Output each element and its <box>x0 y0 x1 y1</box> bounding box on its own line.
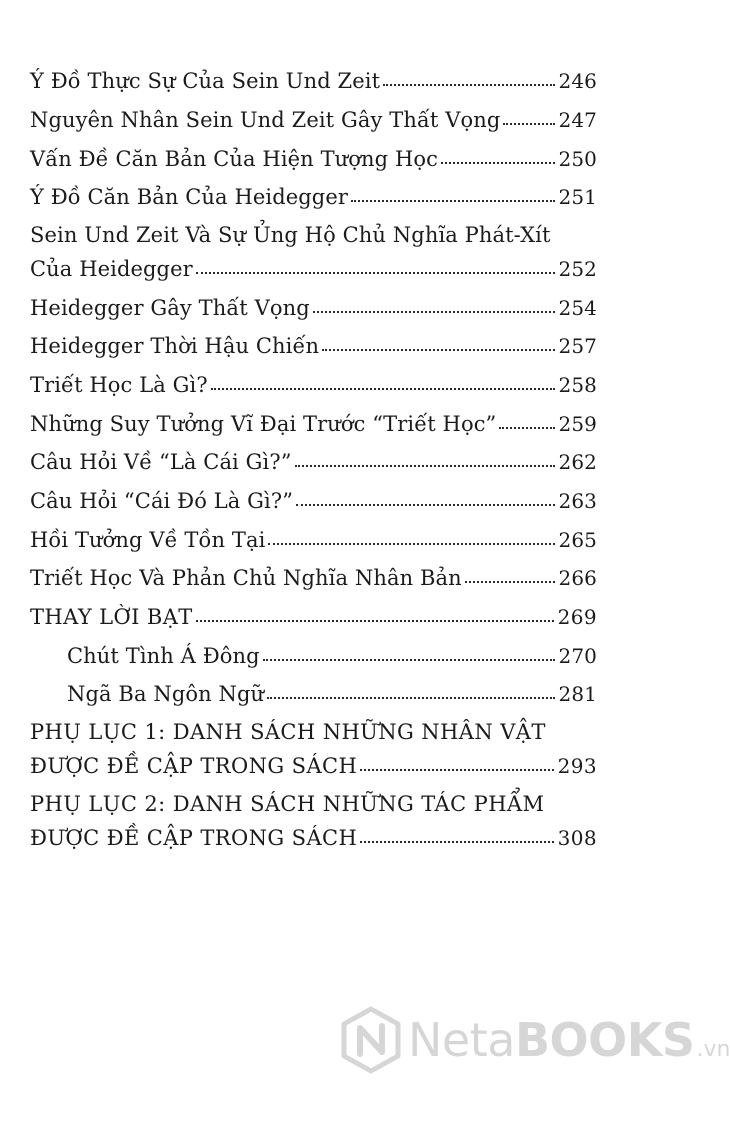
toc-entry-title-line2: ĐƯỢC ĐỀ CẬP TRONG SÁCH <box>30 754 358 778</box>
dot-leader <box>196 617 554 622</box>
toc-entry-title-line2: ĐƯỢC ĐỀ CẬP TRONG SÁCH <box>30 826 358 850</box>
toc-entry-title: Ý Đồ Thực Sự Của Sein Und Zeit <box>30 69 381 93</box>
toc-entry <box>30 68 597 94</box>
toc-subentry <box>67 643 597 669</box>
dot-leader <box>441 159 555 164</box>
toc-entry-page: 259 <box>558 412 597 436</box>
toc-entry <box>30 449 597 475</box>
dot-leader <box>360 766 553 771</box>
toc-entry-title: THAY LỜI BẠT <box>30 605 193 629</box>
toc-entry-heading <box>30 791 597 851</box>
dot-leader <box>351 197 554 202</box>
toc-entry-title: Heidegger Thời Hậu Chiến <box>30 334 320 358</box>
watermark-brand <box>408 1013 730 1067</box>
toc-entry-page: 266 <box>558 566 597 590</box>
toc-entry-title-line2: Của Heidegger <box>30 257 193 281</box>
toc-entry-heading <box>30 719 597 779</box>
toc-entry-page: 308 <box>557 826 597 850</box>
toc-entry <box>30 411 597 437</box>
toc-entry-title: Heidegger Gây Thất Vọng <box>30 296 310 320</box>
toc-entry <box>30 372 597 398</box>
dot-leader <box>503 120 554 125</box>
toc-entry <box>30 222 597 282</box>
toc-entry-title: Ý Đồ Căn Bản Của Heidegger <box>30 185 349 209</box>
dot-leader <box>211 385 555 390</box>
toc-entry <box>30 527 597 553</box>
toc-entry <box>30 146 597 172</box>
toc-entry-page: 250 <box>558 147 597 171</box>
toc-entry <box>30 488 597 514</box>
toc-entry-page: 269 <box>557 605 597 629</box>
watermark-brand-part2: BOOKS <box>514 1013 695 1067</box>
toc-entry-title: Triết Học Và Phản Chủ Nghĩa Nhân Bản <box>30 566 462 590</box>
toc-entry-page: 252 <box>558 257 597 281</box>
dot-leader <box>465 578 555 583</box>
toc-entry-title-line1: PHỤ LỤC 2: DANH SÁCH NHỮNG TÁC PHẨM <box>30 792 545 816</box>
dot-leader <box>196 269 555 274</box>
dot-leader <box>360 838 553 843</box>
toc-entry-page: 270 <box>558 644 597 668</box>
toc-entry-page: 251 <box>558 185 597 209</box>
toc-entry-title-line1: Sein Und Zeit Và Sự Ủng Hộ Chủ Nghĩa Phát-Xít <box>30 223 551 247</box>
toc-entry <box>30 333 597 359</box>
dot-leader <box>268 540 554 545</box>
dot-leader <box>295 462 555 467</box>
toc-entry-page: 293 <box>557 754 597 778</box>
toc-entry-title: Câu Hỏi Về “Là Cái Gì?” <box>30 450 292 474</box>
toc-entry-title: Vấn Đề Căn Bản Của Hiện Tượng Học <box>30 147 439 171</box>
dot-leader <box>267 694 554 699</box>
toc-entry <box>30 295 597 321</box>
toc-subentry <box>67 681 597 707</box>
dot-leader <box>322 346 554 351</box>
toc-entry-page: 265 <box>558 528 597 552</box>
toc-entry-title-line1: PHỤ LỤC 1: DANH SÁCH NHỮNG NHÂN VẬT <box>30 720 546 744</box>
toc-entry-title: Những Suy Tưởng Vĩ Đại Trước “Triết Học” <box>30 412 497 436</box>
toc-entry-page: 254 <box>558 296 597 320</box>
toc-entry-page: 247 <box>558 108 597 132</box>
toc-entry-title: Ngã Ba Ngôn Ngữ <box>67 682 265 706</box>
toc-entry-page: 258 <box>558 373 597 397</box>
toc-entry-title: Chút Tình Á Đông <box>67 644 260 668</box>
toc-entry-title: Hồi Tưởng Về Tồn Tại <box>30 528 266 552</box>
toc-entry-title: Triết Học Là Gì? <box>30 373 208 397</box>
toc-entry <box>30 107 597 133</box>
watermark-brand-part1: Neta <box>408 1013 515 1067</box>
toc-entry-page: 263 <box>558 489 597 513</box>
toc-entry <box>30 184 597 210</box>
toc-entry-page: 281 <box>558 682 597 706</box>
watermark-brand-suffix: .vn <box>696 1037 730 1062</box>
toc-entry-title: Nguyên Nhân Sein Und Zeit Gây Thất Vọng <box>30 108 501 132</box>
dot-leader <box>383 81 554 86</box>
dot-leader <box>499 424 554 429</box>
toc-entry-heading <box>30 604 597 630</box>
netabooks-logo-icon <box>340 1006 402 1074</box>
dot-leader <box>263 656 555 661</box>
toc-entry <box>30 565 597 591</box>
toc-entry-page: 257 <box>558 334 597 358</box>
toc-entry-page: 262 <box>558 450 597 474</box>
dot-leader <box>313 308 555 313</box>
toc-entry-page: 246 <box>558 69 597 93</box>
toc-entry-title: Câu Hỏi “Cái Đó Là Gì?” <box>30 489 294 513</box>
dot-leader <box>296 501 554 506</box>
netabooks-watermark <box>340 1004 730 1076</box>
